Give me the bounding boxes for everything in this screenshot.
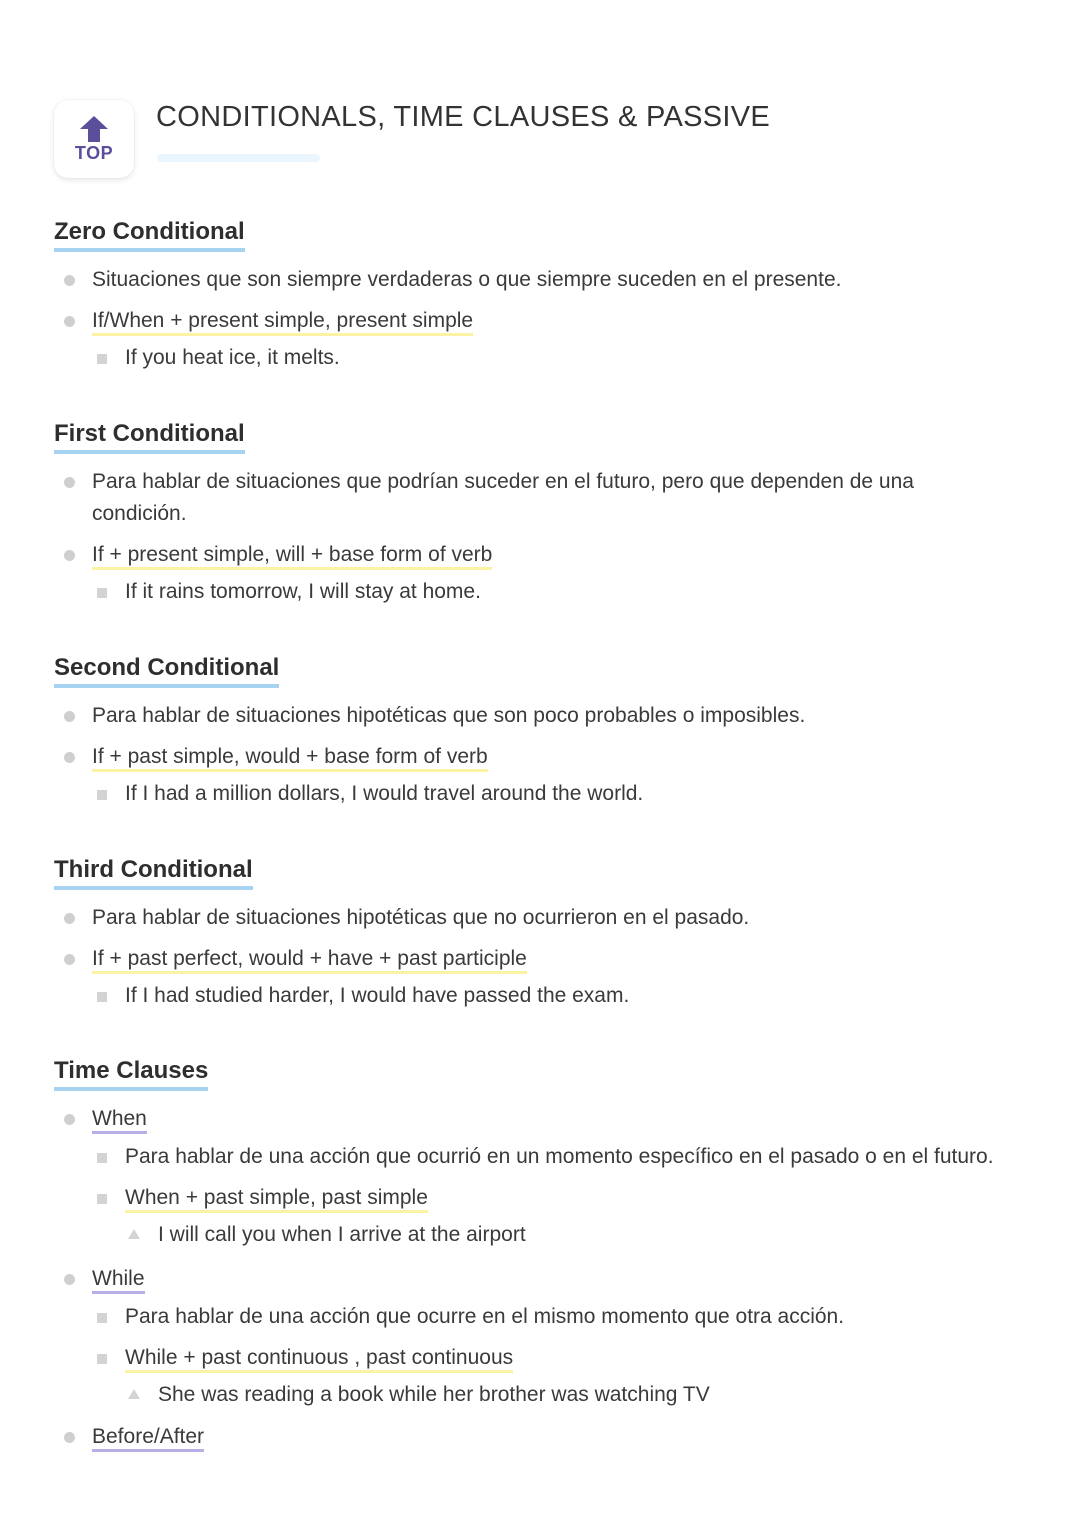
subheading-text: Before/After [92,1425,204,1452]
example-text: She was reading a book while her brother was watching TV [158,1383,710,1406]
bullet-dot-icon [64,1114,75,1125]
list-item [54,1141,994,1173]
list-item [54,741,805,773]
formula-text: When + past simple, past simple [125,1186,428,1213]
bullet-dot-icon [64,752,75,763]
list-item [54,1219,994,1251]
description-text: Para hablar de situaciones hipotéticas que no ocurrieron en el pasado. [92,906,750,929]
bullet-dot-icon [64,275,75,286]
bullet-square-icon [97,1153,107,1163]
description-text: Para hablar de una acción que ocurre en el mismo momento que otra acción. [125,1305,845,1328]
section-heading: Time Clauses [54,1057,208,1091]
bullet-square-icon [97,1354,107,1364]
bullet-square-icon [97,790,107,800]
list-item [54,1182,994,1214]
bullet-dot-icon [64,711,75,722]
list-item [54,700,805,732]
bullet-square-icon [97,992,107,1002]
list-item [54,902,749,934]
list-item [54,1342,994,1374]
section-heading: Second Conditional [54,654,279,688]
section-heading: Third Conditional [54,856,253,890]
list-item [54,576,934,608]
bullet-dot-icon [64,316,75,327]
bullet-dot-icon [64,1274,75,1285]
list-item [54,943,749,975]
description-text: Situaciones que son siempre verdaderas o que siempre suceden en el presente. [92,268,842,291]
section-heading: First Conditional [54,420,245,454]
page-title: CONDITIONALS, TIME CLAUSES & PASSIVE [156,101,771,133]
list-item [54,980,749,1012]
bullet-square-icon [97,1194,107,1204]
subheading-text: While [92,1267,145,1294]
bullet-dot-icon [64,1432,75,1443]
description-text: Para hablar de una acción que ocurrió en un momento específico en el pasado o en el futuro. [125,1145,994,1168]
formula-text: While + past continuous , past continuous [125,1346,513,1373]
top-button-label: TOP [74,142,114,163]
list-item-when [54,1103,994,1135]
list-item-before-after [54,1421,994,1453]
top-button[interactable] [54,100,134,178]
arrow-up-icon [79,115,109,143]
bullet-dot-icon [64,550,75,561]
list-item [54,264,841,296]
bullet-dot-icon [64,913,75,924]
formula-text: If/When + present simple, present simple [92,309,473,336]
example-text: If I had a million dollars, I would travel around the world. [125,782,644,805]
list-item [54,466,934,530]
example-text: I will call you when I arrive at the airport [158,1223,526,1246]
list-item [54,1301,994,1333]
section-zero-conditional [54,218,841,374]
list-item [54,342,841,374]
formula-text: If + past perfect, would + have + past participle [92,947,527,974]
description-text: Para hablar de situaciones hipotéticas que son poco probables o imposibles. [92,704,806,727]
example-text: If I had studied harder, I would have passed the exam. [125,984,630,1007]
bullet-dot-icon [64,954,75,965]
formula-text: If + past simple, would + base form of verb [92,745,488,772]
list-item-while [54,1263,994,1295]
section-second-conditional [54,654,805,810]
subheading-text: When [92,1107,147,1134]
bullet-triangle-icon [128,1389,140,1399]
example-text: If you heat ice, it melts. [125,346,340,369]
list-item [54,539,934,571]
bullet-triangle-icon [128,1229,140,1239]
bullet-square-icon [97,1313,107,1323]
list-item [54,305,841,337]
example-text: If it rains tomorrow, I will stay at home. [125,580,481,603]
description-text: Para hablar de situaciones que podrían suceder en el futuro, pero que dependen de una condición. [92,470,914,525]
bullet-square-icon [97,588,107,598]
bullet-dot-icon [64,477,75,488]
formula-text: If + present simple, will + base form of verb [92,543,492,570]
title-underline [157,154,320,162]
list-item [54,778,805,810]
section-heading: Zero Conditional [54,218,245,252]
section-first-conditional [54,420,934,608]
section-third-conditional [54,856,749,1012]
bullet-square-icon [97,354,107,364]
list-item [54,1379,994,1411]
section-time-clauses [54,1057,994,1453]
